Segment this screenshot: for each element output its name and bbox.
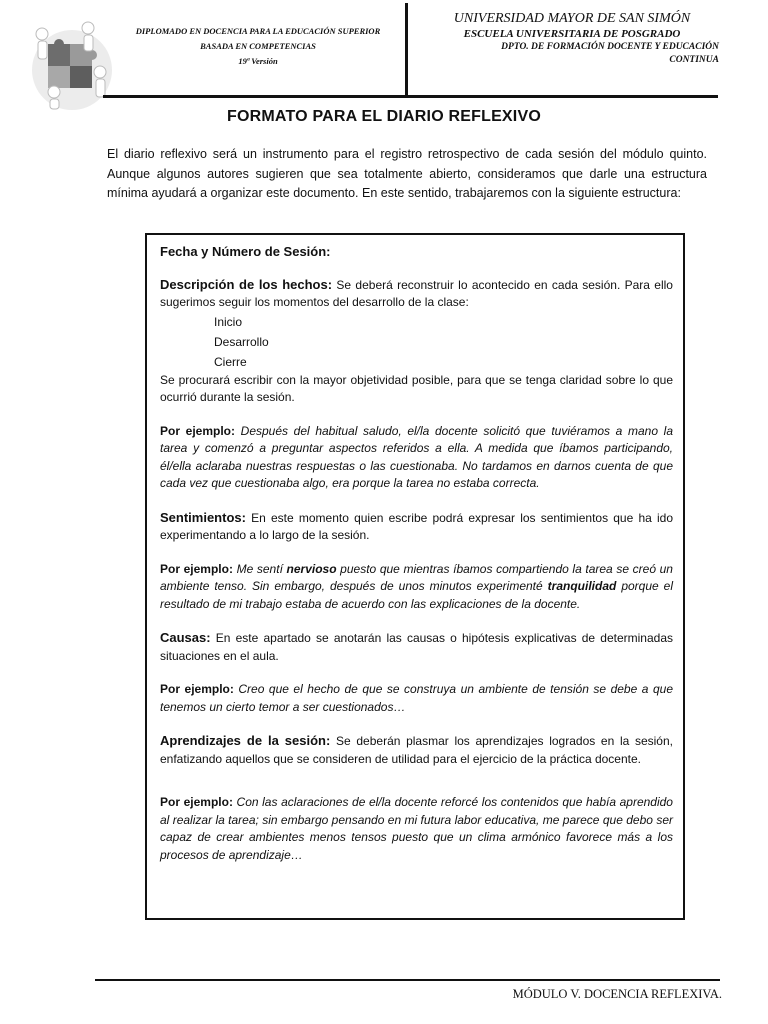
page-title: FORMATO PARA EL DIARIO REFLEXIVO (227, 108, 541, 125)
example-text-c: puesto que mientras íbamos compartiendo la tarea se creó un ambiente tenso. Sin embargo, después de unos minutos experimenté (160, 561, 673, 593)
example-text-e: porque el resultado de mi trabajo estaba de acuerdo con las explicaciones de la docente. (160, 579, 673, 611)
descripcion-example (160, 423, 673, 493)
dept-line1: DPTO. DE FORMACIÓN DOCENTE Y EDUCACIÓN (501, 42, 719, 52)
header-institution (425, 10, 719, 67)
school-name: ESCUELA UNIVERSITARIA DE POSGRADO (463, 28, 681, 40)
moment-item: Inicio (214, 314, 243, 329)
dept-line2: CONTINUA (669, 55, 719, 65)
header-program-line2: BASADA EN COMPETENCIAS (200, 41, 316, 51)
footer-module: MÓDULO V. DOCENCIA REFLEXIVA. (512, 987, 722, 1001)
causas-heading: Causas: (160, 630, 211, 645)
moment-item: Desarrollo (214, 334, 269, 349)
example-label: Por ejemplo: (160, 423, 235, 438)
example-label: Por ejemplo: (160, 682, 234, 696)
sentimientos-section (160, 509, 673, 545)
aprendizajes-text: Se deberán plasmar los aprendizajes logrados en la sesión, enfatizando aquellos que se consideren de utilidad para el ejercicio de la práctica docente. (160, 734, 673, 766)
causas-example (160, 681, 673, 716)
causas-section (160, 629, 673, 665)
descripcion-text: Se deberá reconstruir lo acontecido en cada sesión. Para ello sugerimos seguir los momentos del desarrollo de la clase: (160, 277, 673, 309)
university-name: UNIVERSIDAD MAYOR DE SAN SIMÓN (453, 11, 691, 26)
example-label: Por ejemplo: (160, 795, 233, 809)
example-text-a: Me sentí (236, 561, 283, 576)
intro-paragraph: El diario reflexivo será un instrumento para el registro retrospectivo de cada sesión del módulo quinto. Aunque algunos autores sugieren que sea totalmente abierto, consideramos que darle una estructura mínima ayudará a organizar este documento. En este sentido, trabajaremos con la siguiente estructura: (107, 147, 707, 200)
structure-box (145, 233, 685, 920)
example-text: Después del habitual saludo, el/la docente solicitó que tuviéramos a mano la tarea y comenzó a preguntar aspectos referidos a ella. A medida que íbamos participando, él/ella aclaraba nuestras respuestas o las cuestionaba. No tardamos en darnos cuenta de que cada vez que cuestionaba algo, era porque la tarea no estaba correcta. (160, 423, 673, 490)
header-divider-horizontal (103, 95, 718, 98)
descripcion-heading: Descripción de los hechos: (160, 276, 333, 292)
causas-text: En este apartado se anotarán las causas o hipótesis explicativas de determinadas situaciones en el aula. (160, 631, 673, 663)
header-program (110, 24, 406, 69)
moment-item: Cierre (214, 354, 247, 369)
aprendizajes-example (160, 794, 673, 864)
header-program-line1: DIPLOMADO EN DOCENCIA PARA LA EDUCACIÓN SUPERIOR (135, 26, 381, 36)
header-program-line3: 19ª Versión (238, 56, 278, 66)
example-emphasis-nervioso: nervioso (286, 561, 337, 576)
aprendizajes-section (160, 732, 673, 768)
descripcion-text2: Se procurará escribir con la mayor objetividad posible, para que se tenga claridad sobre lo que ocurrió durante la sesión. (160, 372, 673, 404)
header-divider-vertical (405, 3, 408, 96)
footer-divider (95, 979, 720, 981)
descripcion-section (160, 276, 673, 312)
fecha-heading: Fecha y Número de Sesión: (160, 244, 331, 259)
example-label: Por ejemplo: (160, 561, 233, 576)
sentimientos-example (160, 561, 673, 614)
sentimientos-heading: Sentimientos: (160, 509, 246, 525)
example-emphasis-tranquilidad: tranquilidad (547, 579, 617, 593)
moments-list (160, 312, 673, 372)
example-text: Creo que el hecho de que se construya un ambiente de tensión se debe a que tenemos un cierto temor a ser cuestionados… (160, 682, 673, 714)
aprendizajes-heading: Aprendizajes de la sesión: (160, 733, 331, 748)
sentimientos-text: En este momento quien escribe podrá expresar los sentimientos que ha ido experimentando a lo largo de la sesión. (160, 510, 673, 542)
example-text: Con las aclaraciones de el/la docente reforcé los contenidos que había aprendido al realizar la tarea; sin embargo pensando en mi futura labor educativa, me parece que debo ser capaz de crear ambientes menos tensos puesto que un clima armónico favorece más a los procesos de aprendizaje… (160, 795, 673, 862)
